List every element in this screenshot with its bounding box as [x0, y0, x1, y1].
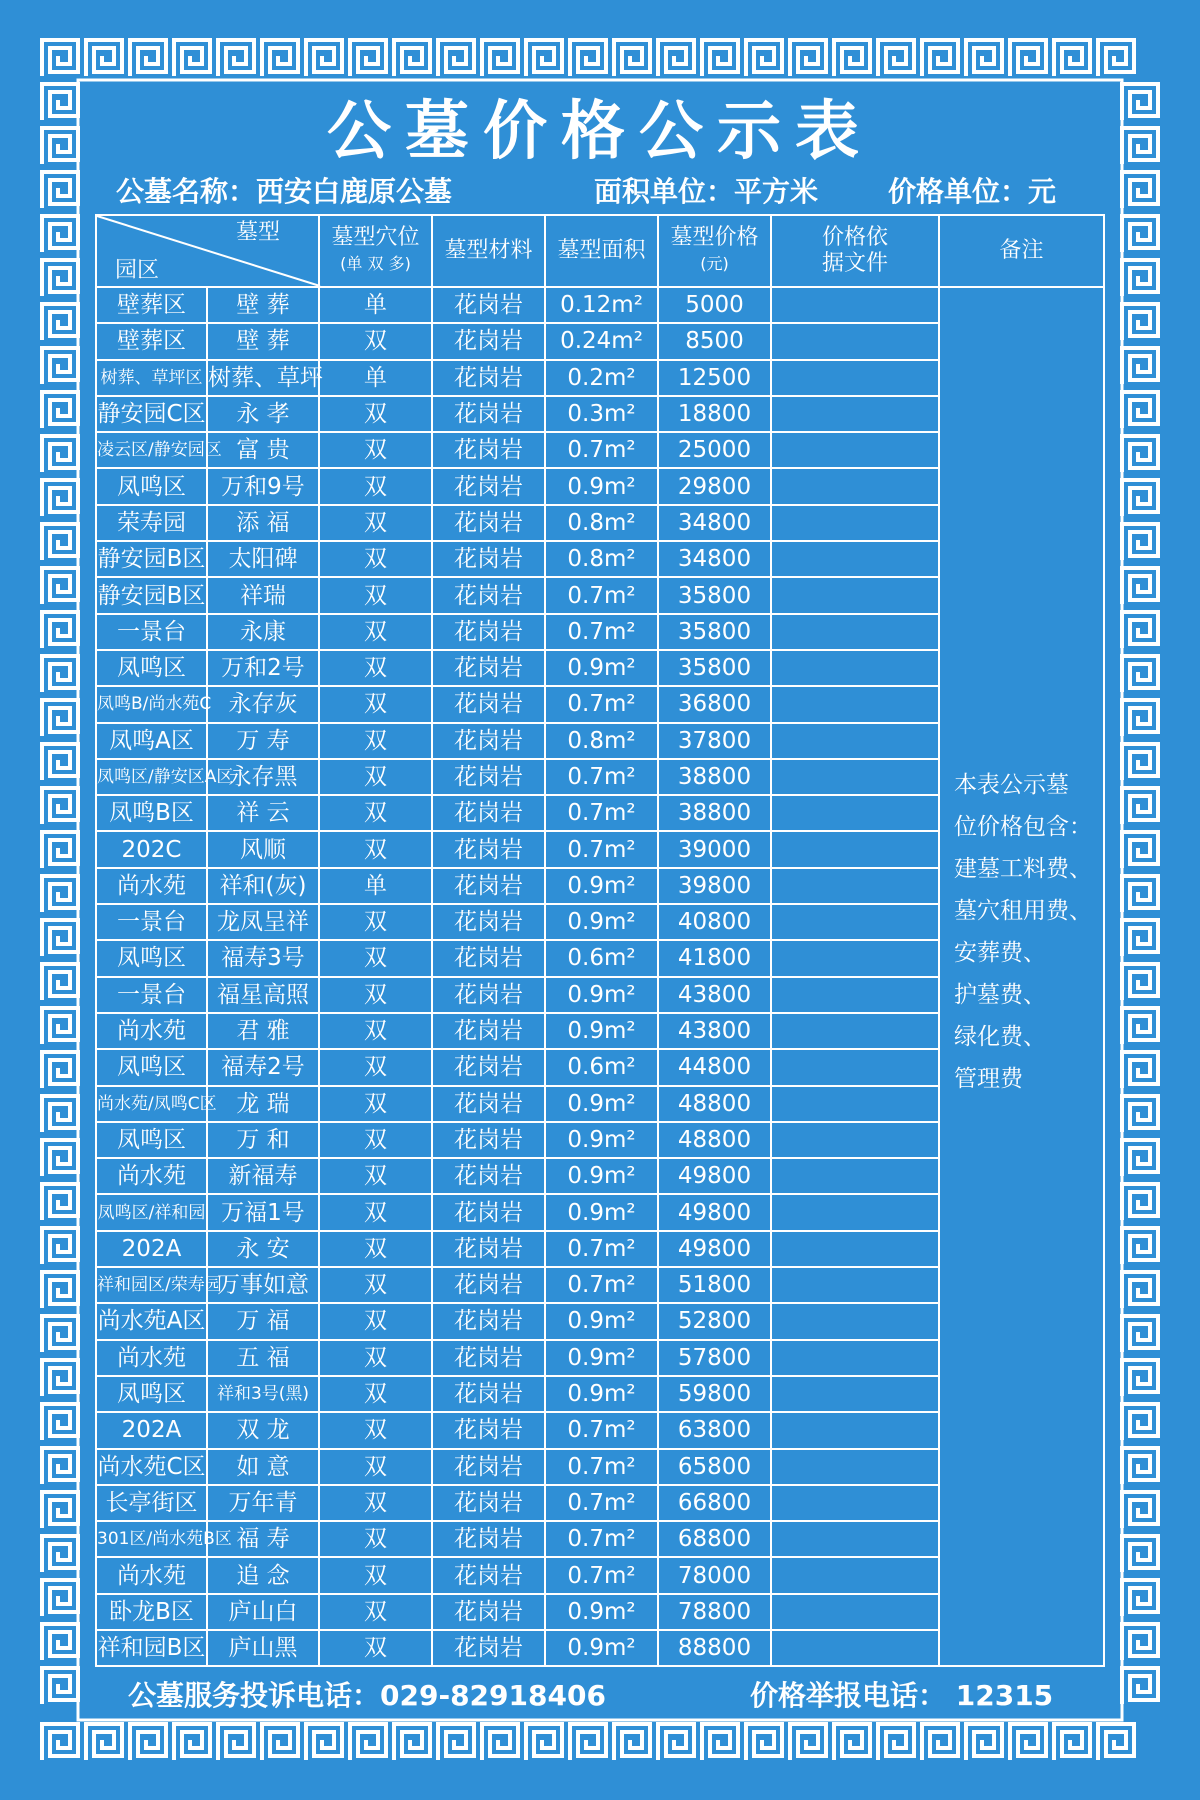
cell-zone: 一景台: [96, 977, 207, 1013]
cell-price: 41800: [658, 940, 771, 976]
cell-zone: 凤鸣区: [96, 940, 207, 976]
cell-slot: 单: [319, 868, 432, 904]
remark-line: 安葬费、: [954, 940, 1046, 966]
cell-type: 永 安: [207, 1231, 319, 1267]
cell-material: 花岗岩: [432, 1194, 545, 1230]
cell-price: 38800: [658, 795, 771, 831]
cell-material: 花岗岩: [432, 323, 545, 359]
cell-area: 0.9m²: [545, 904, 658, 940]
cell-material: 花岗岩: [432, 1412, 545, 1448]
cell-price: 63800: [658, 1412, 771, 1448]
cell-area: 0.7m²: [545, 1557, 658, 1593]
cell-basis: [771, 1303, 939, 1339]
cell-type: 永存灰: [207, 686, 319, 722]
cell-slot: 双: [319, 1376, 432, 1412]
cell-price: 48800: [658, 1086, 771, 1122]
cell-basis: [771, 468, 939, 504]
cell-zone: 凤鸣区: [96, 650, 207, 686]
cell-area: 0.7m²: [545, 1485, 658, 1521]
cell-slot: 双: [319, 831, 432, 867]
cell-material: 花岗岩: [432, 1049, 545, 1085]
cell-basis: [771, 1449, 939, 1485]
cell-type: 万福1号: [207, 1194, 319, 1230]
cell-basis: [771, 1557, 939, 1593]
cell-slot: 单: [319, 287, 432, 323]
cell-material: 花岗岩: [432, 1630, 545, 1666]
cell-slot: 双: [319, 1594, 432, 1630]
remark-line: 管理费: [954, 1066, 1023, 1092]
cell-area: 0.9m²: [545, 1158, 658, 1194]
cell-material: 花岗岩: [432, 1158, 545, 1194]
cell-basis: [771, 1158, 939, 1194]
cell-zone: 尚水苑/凤鸣C区: [96, 1086, 207, 1122]
cell-area: 0.7m²: [545, 1449, 658, 1485]
cell-slot: 双: [319, 1412, 432, 1448]
cell-slot: 双: [319, 1013, 432, 1049]
price-table: [95, 214, 1103, 1667]
cell-slot: 双: [319, 1521, 432, 1557]
cell-price: 49800: [658, 1194, 771, 1230]
cell-slot: 双: [319, 1267, 432, 1303]
cell-price: 88800: [658, 1630, 771, 1666]
cell-slot: 双: [319, 577, 432, 613]
cell-price: 35800: [658, 577, 771, 613]
cell-zone: 凤鸣区/祥和园: [96, 1194, 207, 1230]
header-basis-line1: 价格依: [821, 225, 888, 250]
cell-area: 0.7m²: [545, 432, 658, 468]
cell-slot: 双: [319, 1122, 432, 1158]
cell-area: 0.9m²: [545, 1303, 658, 1339]
cell-slot: 双: [319, 432, 432, 468]
cell-type: 太阳碑: [207, 541, 319, 577]
cell-area: 0.7m²: [545, 795, 658, 831]
cell-area: 0.9m²: [545, 650, 658, 686]
cell-basis: [771, 1594, 939, 1630]
cell-basis: [771, 1376, 939, 1412]
cell-type: 祥和(灰): [207, 868, 319, 904]
cell-price: 48800: [658, 1122, 771, 1158]
cell-type: 万和2号: [207, 650, 319, 686]
header-slot-label: 墓型穴位: [331, 225, 420, 250]
cell-type: 五 福: [207, 1340, 319, 1376]
cell-price: 35800: [658, 650, 771, 686]
cell-basis: [771, 1194, 939, 1230]
cell-slot: 双: [319, 323, 432, 359]
cell-area: 0.7m²: [545, 1267, 658, 1303]
cell-price: 66800: [658, 1485, 771, 1521]
cell-zone: 静安园B区: [96, 541, 207, 577]
cell-material: 花岗岩: [432, 650, 545, 686]
cell-slot: 双: [319, 614, 432, 650]
cell-zone: 壁葬区: [96, 323, 207, 359]
cell-zone: 尚水苑: [96, 1013, 207, 1049]
cell-material: 花岗岩: [432, 541, 545, 577]
cell-basis: [771, 1049, 939, 1085]
cell-area: 0.9m²: [545, 1194, 658, 1230]
cell-slot: 双: [319, 1086, 432, 1122]
cell-slot: 双: [319, 977, 432, 1013]
cell-type: 风顺: [207, 831, 319, 867]
cell-price: 34800: [658, 541, 771, 577]
cell-zone: 一景台: [96, 614, 207, 650]
cell-basis: [771, 1521, 939, 1557]
cell-basis: [771, 1267, 939, 1303]
cell-type: 龙 瑞: [207, 1086, 319, 1122]
cell-material: 花岗岩: [432, 1013, 545, 1049]
cell-slot: 双: [319, 1630, 432, 1666]
cell-price: 29800: [658, 468, 771, 504]
cell-price: 12500: [658, 360, 771, 396]
cell-slot: 单: [319, 360, 432, 396]
remark-line: 墓穴租用费、: [954, 898, 1092, 924]
remark-line: 位价格包含：: [954, 814, 1092, 840]
cell-material: 花岗岩: [432, 940, 545, 976]
cell-type: 追 念: [207, 1557, 319, 1593]
price-unit: 价格单位：元: [888, 175, 1057, 208]
cell-basis: [771, 505, 939, 541]
cell-area: 0.2m²: [545, 360, 658, 396]
cell-material: 花岗岩: [432, 723, 545, 759]
cell-type: 万 寿: [207, 723, 319, 759]
cell-basis: [771, 1122, 939, 1158]
cell-material: 花岗岩: [432, 904, 545, 940]
cell-zone: 尚水苑A区: [96, 1303, 207, 1339]
cell-zone: 202A: [96, 1412, 207, 1448]
cell-type: 万年青: [207, 1485, 319, 1521]
header-remark: 备注: [939, 215, 1104, 287]
cell-material: 花岗岩: [432, 795, 545, 831]
cell-type: 祥 云: [207, 795, 319, 831]
cell-zone: 301区/尚水苑B区: [96, 1521, 207, 1557]
cell-material: 花岗岩: [432, 759, 545, 795]
cell-slot: 双: [319, 940, 432, 976]
cell-material: 花岗岩: [432, 1485, 545, 1521]
cell-area: 0.7m²: [545, 1521, 658, 1557]
cell-price: 49800: [658, 1231, 771, 1267]
cell-price: 57800: [658, 1340, 771, 1376]
cell-area: 0.6m²: [545, 1049, 658, 1085]
cell-basis: [771, 1630, 939, 1666]
cell-area: 0.8m²: [545, 723, 658, 759]
cell-area: 0.7m²: [545, 577, 658, 613]
cell-basis: [771, 686, 939, 722]
cemetery-name: 公墓名称：西安白鹿原公墓: [116, 175, 453, 208]
remark-cell: [939, 287, 1104, 1666]
cell-basis: [771, 577, 939, 613]
cell-area: 0.7m²: [545, 686, 658, 722]
table-header-row: [96, 215, 1104, 287]
cell-area: 0.9m²: [545, 1122, 658, 1158]
cell-basis: [771, 759, 939, 795]
cell-area: 0.9m²: [545, 468, 658, 504]
cell-type: 福 寿: [207, 1521, 319, 1557]
cell-material: 花岗岩: [432, 432, 545, 468]
cell-basis: [771, 795, 939, 831]
cell-slot: 双: [319, 686, 432, 722]
cell-area: 0.9m²: [545, 868, 658, 904]
cell-basis: [771, 904, 939, 940]
area-unit: 面积单位：平方米: [594, 175, 819, 208]
cell-material: 花岗岩: [432, 1521, 545, 1557]
cell-price: 78800: [658, 1594, 771, 1630]
cell-zone: 202C: [96, 831, 207, 867]
cell-basis: [771, 432, 939, 468]
cell-zone: 尚水苑: [96, 868, 207, 904]
report-phone: 价格举报电话： 12315: [750, 1679, 1054, 1712]
cell-price: 38800: [658, 759, 771, 795]
cell-area: 0.9m²: [545, 1013, 658, 1049]
cell-area: 0.8m²: [545, 541, 658, 577]
remark-line: 护墓费、: [954, 982, 1046, 1008]
cell-price: 59800: [658, 1376, 771, 1412]
header-slot-sub: (单 双 多): [340, 254, 411, 273]
complaint-phone: 公墓服务投诉电话：029-82918406: [128, 1679, 606, 1712]
cell-type: 永存黑: [207, 759, 319, 795]
cell-slot: 双: [319, 1049, 432, 1085]
cell-slot: 双: [319, 1158, 432, 1194]
cell-slot: 双: [319, 1449, 432, 1485]
cell-price: 39800: [658, 868, 771, 904]
cell-price: 36800: [658, 686, 771, 722]
cell-slot: 双: [319, 904, 432, 940]
cell-zone: 凤鸣区: [96, 468, 207, 504]
cell-price: 78000: [658, 1557, 771, 1593]
cell-slot: 双: [319, 1340, 432, 1376]
cell-zone: 荣寿园: [96, 505, 207, 541]
cell-type: 壁 葬: [207, 287, 319, 323]
cell-area: 0.7m²: [545, 614, 658, 650]
cell-area: 0.7m²: [545, 831, 658, 867]
remark-line: 本表公示墓: [954, 772, 1069, 798]
cell-area: 0.7m²: [545, 1412, 658, 1448]
cell-type: 万和9号: [207, 468, 319, 504]
cell-basis: [771, 977, 939, 1013]
header-type: 墓型: [235, 220, 280, 245]
cell-zone: 树葬、草坪区: [96, 360, 207, 396]
remark-line: 建墓工料费、: [954, 856, 1092, 882]
cell-price: 39000: [658, 831, 771, 867]
cell-slot: 双: [319, 468, 432, 504]
cell-material: 花岗岩: [432, 360, 545, 396]
cell-slot: 双: [319, 1194, 432, 1230]
cell-price: 5000: [658, 287, 771, 323]
cell-type: 祥瑞: [207, 577, 319, 613]
cell-type: 万事如意: [207, 1267, 319, 1303]
cell-area: 0.9m²: [545, 1594, 658, 1630]
cell-material: 花岗岩: [432, 686, 545, 722]
cell-price: 43800: [658, 1013, 771, 1049]
cell-basis: [771, 1412, 939, 1448]
cell-material: 花岗岩: [432, 831, 545, 867]
cell-slot: 双: [319, 759, 432, 795]
cell-type: 富 贵: [207, 432, 319, 468]
cell-type: 龙凤呈祥: [207, 904, 319, 940]
cell-zone: 凌云区/静安园区: [96, 432, 207, 468]
cell-material: 花岗岩: [432, 468, 545, 504]
cell-zone: 202A: [96, 1231, 207, 1267]
cell-material: 花岗岩: [432, 1303, 545, 1339]
cell-price: 40800: [658, 904, 771, 940]
cell-slot: 双: [319, 505, 432, 541]
cell-zone: 卧龙B区: [96, 1594, 207, 1630]
cell-zone: 凤鸣区: [96, 1376, 207, 1412]
cell-price: 43800: [658, 977, 771, 1013]
cell-material: 花岗岩: [432, 1231, 545, 1267]
cell-type: 万 和: [207, 1122, 319, 1158]
cell-price: 18800: [658, 396, 771, 432]
cell-type: 福星高照: [207, 977, 319, 1013]
cell-zone: 静安园B区: [96, 577, 207, 613]
cell-area: 0.6m²: [545, 940, 658, 976]
cell-slot: 双: [319, 1231, 432, 1267]
cell-price: 68800: [658, 1521, 771, 1557]
header-slot: [319, 215, 432, 287]
cell-price: 35800: [658, 614, 771, 650]
header-basis-line2: 据文件: [821, 251, 888, 276]
cell-type: 祥和3号(黑): [207, 1376, 319, 1412]
header-zone: 园区: [115, 258, 160, 283]
header-price-label: 墓型价格: [670, 225, 759, 250]
cell-type: 庐山黑: [207, 1630, 319, 1666]
cell-area: 0.9m²: [545, 1086, 658, 1122]
cell-area: 0.9m²: [545, 977, 658, 1013]
cell-type: 如 意: [207, 1449, 319, 1485]
cell-type: 永康: [207, 614, 319, 650]
cell-type: 添 福: [207, 505, 319, 541]
page-title: 公墓价格公示表: [327, 95, 873, 169]
cell-basis: [771, 650, 939, 686]
cell-type: 福寿3号: [207, 940, 319, 976]
cell-zone: 尚水苑: [96, 1340, 207, 1376]
cell-type: 福寿2号: [207, 1049, 319, 1085]
cell-material: 花岗岩: [432, 1267, 545, 1303]
cell-material: 花岗岩: [432, 1122, 545, 1158]
cell-material: 花岗岩: [432, 577, 545, 613]
cell-area: 0.8m²: [545, 505, 658, 541]
cell-basis: [771, 1086, 939, 1122]
table-row: [96, 287, 1104, 323]
cell-area: 0.7m²: [545, 759, 658, 795]
cell-type: 双 龙: [207, 1412, 319, 1448]
cell-type: 永 孝: [207, 396, 319, 432]
cell-material: 花岗岩: [432, 287, 545, 323]
cell-area: 0.24m²: [545, 323, 658, 359]
cell-slot: 双: [319, 795, 432, 831]
cell-basis: [771, 541, 939, 577]
cell-basis: [771, 1340, 939, 1376]
cell-price: 44800: [658, 1049, 771, 1085]
cell-area: 0.9m²: [545, 1630, 658, 1666]
cell-basis: [771, 287, 939, 323]
cell-basis: [771, 1013, 939, 1049]
cell-area: 0.9m²: [545, 1340, 658, 1376]
cell-basis: [771, 1231, 939, 1267]
cell-price: 65800: [658, 1449, 771, 1485]
cell-material: 花岗岩: [432, 1449, 545, 1485]
cell-zone: 凤鸣区: [96, 1122, 207, 1158]
cell-type: 树葬、草坪: [207, 360, 319, 396]
header-area: 墓型面积: [545, 215, 658, 287]
cell-zone: 尚水苑: [96, 1557, 207, 1593]
cell-area: 0.12m²: [545, 287, 658, 323]
cell-type: 壁 葬: [207, 323, 319, 359]
cell-area: 0.3m²: [545, 396, 658, 432]
cell-type: 君 雅: [207, 1013, 319, 1049]
cell-type: 万 福: [207, 1303, 319, 1339]
header-price: [658, 215, 771, 287]
cell-zone: 凤鸣B/尚水苑C: [96, 686, 207, 722]
cell-slot: 双: [319, 1485, 432, 1521]
cell-zone: 凤鸣B区: [96, 795, 207, 831]
cell-material: 花岗岩: [432, 505, 545, 541]
cell-price: 37800: [658, 723, 771, 759]
cell-price: 8500: [658, 323, 771, 359]
cell-type: 新福寿: [207, 1158, 319, 1194]
cell-price: 52800: [658, 1303, 771, 1339]
cell-basis: [771, 396, 939, 432]
cell-material: 花岗岩: [432, 1594, 545, 1630]
cell-material: 花岗岩: [432, 614, 545, 650]
cell-type: 庐山白: [207, 1594, 319, 1630]
cell-zone: 凤鸣区/静安区A区: [96, 759, 207, 795]
cell-zone: 凤鸣区: [96, 1049, 207, 1085]
cell-zone: 壁葬区: [96, 287, 207, 323]
cell-basis: [771, 868, 939, 904]
cell-basis: [771, 323, 939, 359]
cell-price: 49800: [658, 1158, 771, 1194]
cell-material: 花岗岩: [432, 977, 545, 1013]
cell-material: 花岗岩: [432, 396, 545, 432]
cell-price: 34800: [658, 505, 771, 541]
cell-zone: 凤鸣A区: [96, 723, 207, 759]
cell-zone: 长亭街区: [96, 1485, 207, 1521]
header-price-sub: (元): [700, 254, 729, 273]
cell-area: 0.9m²: [545, 1376, 658, 1412]
cell-slot: 双: [319, 1303, 432, 1339]
cell-basis: [771, 614, 939, 650]
header-basis: [771, 215, 939, 287]
remark-line: 绿化费、: [954, 1024, 1046, 1050]
cell-basis: [771, 723, 939, 759]
cell-zone: 尚水苑: [96, 1158, 207, 1194]
cell-slot: 双: [319, 1557, 432, 1593]
cell-basis: [771, 1485, 939, 1521]
cell-slot: 双: [319, 396, 432, 432]
cell-zone: 祥和园区/荣寿园: [96, 1267, 207, 1303]
cell-zone: 一景台: [96, 904, 207, 940]
cell-slot: 双: [319, 650, 432, 686]
header-material: 墓型材料: [432, 215, 545, 287]
cell-material: 花岗岩: [432, 1376, 545, 1412]
cell-material: 花岗岩: [432, 1086, 545, 1122]
cell-zone: 祥和园B区: [96, 1630, 207, 1666]
cell-price: 51800: [658, 1267, 771, 1303]
header-zone-type: [96, 215, 319, 287]
cell-area: 0.7m²: [545, 1231, 658, 1267]
cell-zone: 尚水苑C区: [96, 1449, 207, 1485]
cell-basis: [771, 831, 939, 867]
cell-price: 25000: [658, 432, 771, 468]
cell-material: 花岗岩: [432, 1340, 545, 1376]
cell-basis: [771, 360, 939, 396]
cell-slot: 双: [319, 723, 432, 759]
cell-material: 花岗岩: [432, 1557, 545, 1593]
cell-material: 花岗岩: [432, 868, 545, 904]
cell-basis: [771, 940, 939, 976]
cell-zone: 静安园C区: [96, 396, 207, 432]
cell-slot: 双: [319, 541, 432, 577]
